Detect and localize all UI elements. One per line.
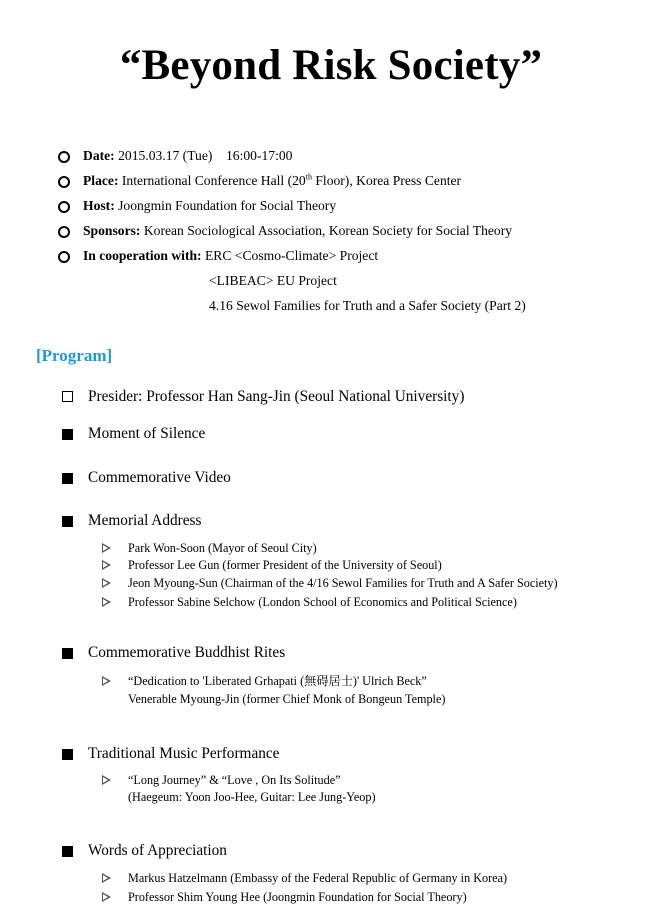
- triangle-bullet-icon: [102, 543, 111, 553]
- info-place-value: International Conference Hall (20: [121, 173, 306, 188]
- triangle-bullet-icon: [102, 775, 111, 785]
- square-bullet-icon: [62, 749, 73, 760]
- info-host-value: Joongmin Foundation for Social Theory: [118, 198, 337, 213]
- info-host-label: Host:: [83, 198, 115, 213]
- program-item-label: Traditional Music Performance: [88, 745, 280, 762]
- square-bullet-icon: [62, 648, 73, 659]
- info-date: [58, 143, 658, 168]
- square-bullet-icon: [62, 429, 73, 440]
- cooperation-line-2: <LIBEAC> EU Project: [209, 273, 337, 288]
- info-cooperation: [58, 243, 658, 268]
- info-sponsors-value: Korean Sociological Association, Korean Society for Social Theory: [143, 223, 513, 238]
- triangle-bullet-icon: [102, 597, 111, 607]
- program-item-label: Commemorative Buddhist Rites: [88, 644, 286, 661]
- program-item-label: Memorial Address: [88, 512, 202, 529]
- square-bullet-icon: [62, 846, 73, 857]
- presider-text: Presider: Professor Han Sang-Jin (Seoul National University): [88, 388, 465, 405]
- info-date-label: Date:: [83, 148, 115, 163]
- sub-item-text: “Long Journey” & “Love , On Its Solitude”: [128, 773, 341, 787]
- sub-item-text: Markus Hatzelmann (Embassy of the Federal Republic of Germany in Korea): [128, 871, 508, 885]
- sub-item-text: Jeon Myoung-Sun (Chairman of the 4/16 Sewol Families for Truth and A Safer Society): [128, 576, 558, 590]
- circle-bullet-icon: [58, 251, 70, 263]
- event-info: [58, 143, 658, 318]
- circle-bullet-icon: [58, 226, 70, 238]
- info-place-sup: th: [305, 172, 312, 182]
- square-bullet-icon: [62, 516, 73, 527]
- triangle-bullet-icon: [102, 560, 111, 570]
- circle-bullet-icon: [58, 201, 70, 213]
- sub-item-text: Park Won-Soon (Mayor of Seoul City): [128, 541, 317, 555]
- sub-item-text: Professor Lee Gun (former President of the University of Seoul): [128, 558, 442, 572]
- sub-item-text: (Haegeum: Yoon Joo-Hee, Guitar: Lee Jung-Yeop): [128, 790, 376, 804]
- info-cooperation-continued: [58, 293, 658, 318]
- circle-bullet-icon: [58, 151, 70, 163]
- info-place: [58, 168, 658, 193]
- sub-item-text: “Dedication to 'Liberated Grhapati (無碍居士)' Ulrich Beck”: [128, 674, 427, 688]
- info-cooperation-continued: [58, 268, 658, 293]
- triangle-bullet-icon: [102, 892, 111, 902]
- program-item-label: Commemorative Video: [88, 469, 231, 486]
- sub-item-text: Professor Shim Young Hee (Joongmin Foundation for Social Theory): [128, 890, 467, 904]
- info-sponsors-label: Sponsors:: [83, 223, 141, 238]
- info-place-label: Place:: [83, 173, 119, 188]
- sub-item-text: Professor Sabine Selchow (London School of Economics and Political Science): [128, 595, 517, 609]
- info-date-value: 2015.03.17 (Tue) 16:00-17:00: [118, 148, 293, 163]
- triangle-bullet-icon: [102, 873, 111, 883]
- circle-bullet-icon: [58, 176, 70, 188]
- program-heading: [Program]: [36, 346, 113, 365]
- sub-item-text: Venerable Myoung-Jin (former Chief Monk of Bongeun Temple): [128, 692, 446, 706]
- square-bullet-icon: [62, 473, 73, 484]
- triangle-bullet-icon: [102, 676, 111, 686]
- program-item-label: Words of Appreciation: [88, 842, 227, 859]
- program-item-label: Moment of Silence: [88, 425, 206, 442]
- checkbox-bullet-icon: [62, 391, 73, 402]
- triangle-bullet-icon: [102, 578, 111, 588]
- info-cooperation-label: In cooperation with:: [83, 248, 202, 263]
- info-place-value-end: Floor), Korea Press Center: [311, 173, 462, 188]
- info-sponsors: [58, 218, 658, 243]
- info-host: [58, 193, 658, 218]
- info-cooperation-value: ERC <Cosmo-Climate> Project: [204, 248, 379, 263]
- cooperation-line-3: 4.16 Sewol Families for Truth and a Safer Society (Part 2): [209, 298, 526, 313]
- document-title: “Beyond Risk Society”: [119, 42, 543, 89]
